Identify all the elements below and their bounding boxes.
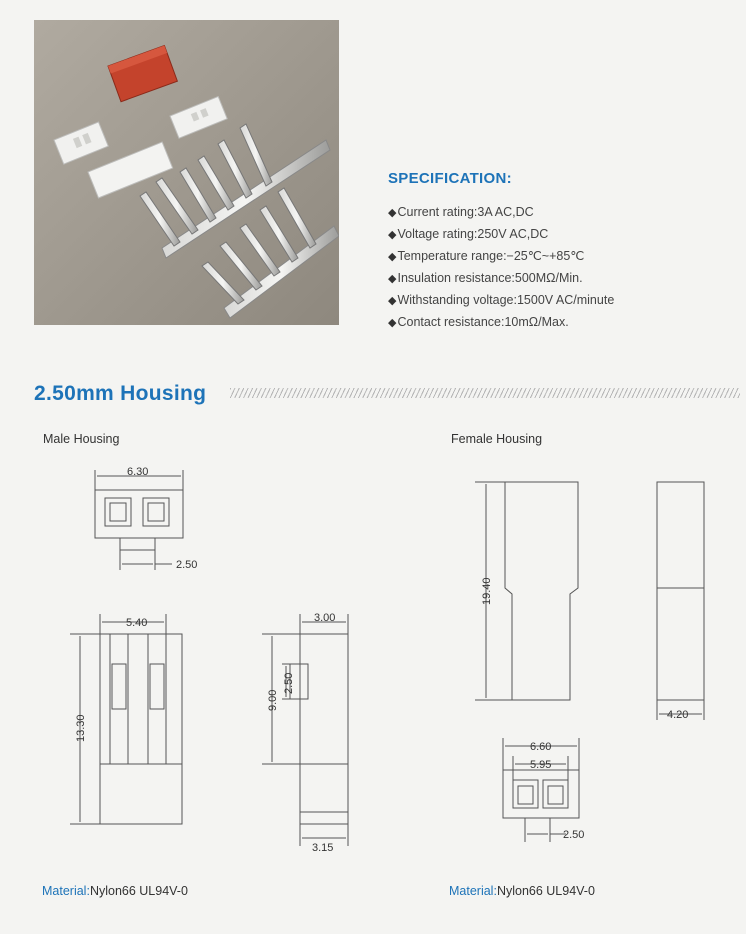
dim-male-height: 13.30: [75, 714, 87, 742]
male-housing-title: Male Housing: [43, 432, 120, 446]
diamond-bullet-icon: ◆: [388, 295, 397, 307]
male-side-view: [262, 614, 348, 846]
spec-item: ◆Contact resistance:10mΩ/Max.: [388, 315, 569, 329]
spec-item: ◆Voltage rating:250V AC,DC: [388, 227, 549, 241]
spec-item: ◆Temperature range:−25℃~+85℃: [388, 249, 585, 263]
male-top-view: [95, 470, 183, 570]
diamond-bullet-icon: ◆: [388, 229, 397, 241]
dim-female-inner-width: 5.95: [530, 759, 552, 771]
dim-male-side-width: 5.40: [126, 617, 148, 629]
female-housing-title: Female Housing: [451, 432, 543, 446]
dim-male-depth: 3.00: [314, 612, 336, 624]
section-title: 2.50mm Housing: [34, 382, 207, 405]
dim-male-overall: 9.00: [267, 689, 279, 711]
diamond-bullet-icon: ◆: [388, 273, 397, 285]
dim-male-pitch: 2.50: [176, 559, 198, 571]
spec-item: ◆Current rating:3A AC,DC: [388, 205, 534, 219]
male-material: Material:Nylon66 UL94V-0: [42, 884, 188, 898]
spec-item: ◆Insulation resistance:500MΩ/Min.: [388, 271, 583, 285]
spec-item: ◆Withstanding voltage:1500V AC/minute: [388, 293, 615, 307]
diamond-bullet-icon: ◆: [388, 251, 397, 263]
diamond-bullet-icon: ◆: [388, 317, 397, 329]
dim-male-bottom: 3.15: [312, 842, 334, 854]
dim-male-inner: 2.50: [283, 672, 295, 694]
dim-female-pitch: 2.50: [563, 829, 585, 841]
dim-male-top-width: 6.30: [127, 466, 149, 478]
dim-female-outer-width: 6.60: [530, 741, 552, 753]
female-side-view: [657, 482, 704, 720]
dim-female-side: 4.20: [667, 709, 689, 721]
specification-title: SPECIFICATION:: [388, 170, 512, 187]
female-material: Material:Nylon66 UL94V-0: [449, 884, 595, 898]
diamond-bullet-icon: ◆: [388, 207, 397, 219]
female-top-view: [503, 738, 579, 842]
dim-female-height: 19.40: [481, 577, 493, 605]
